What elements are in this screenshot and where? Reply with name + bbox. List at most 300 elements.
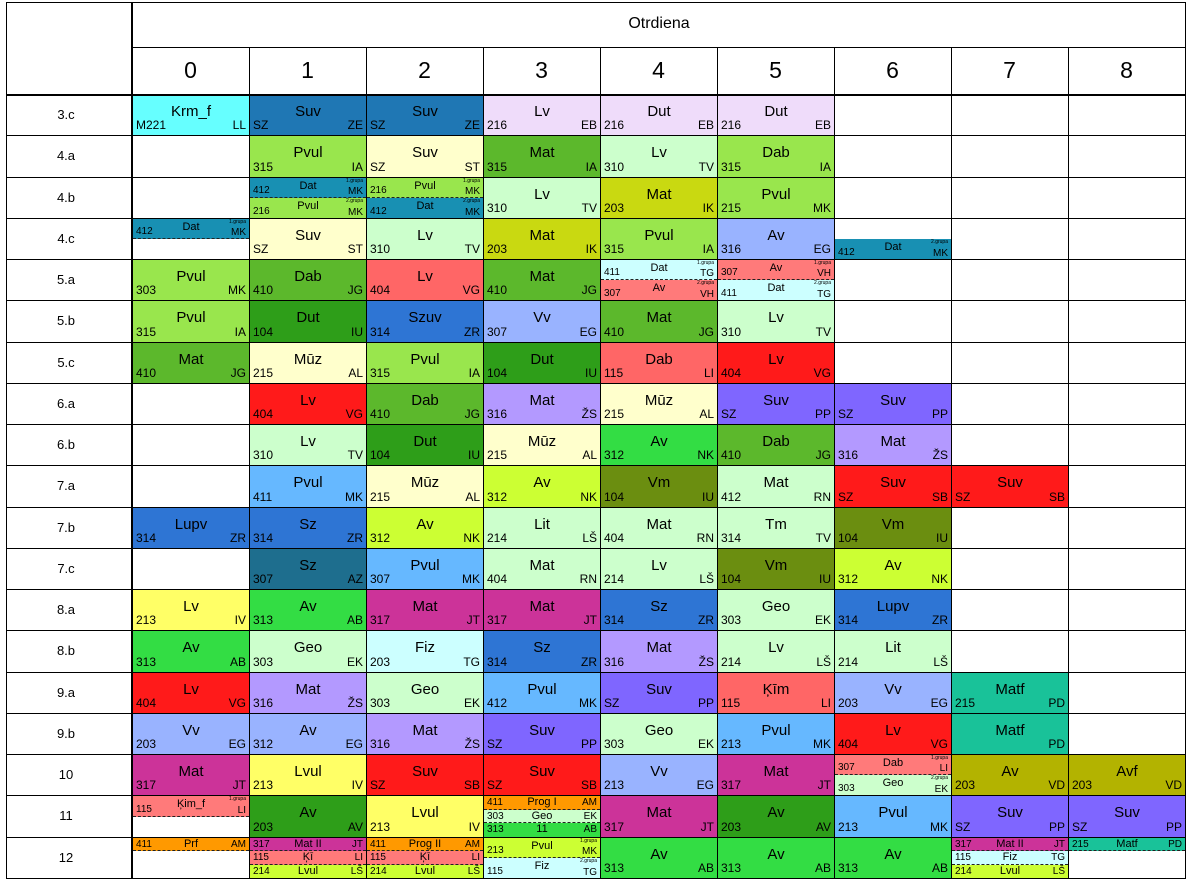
lesson-cell[interactable] (1069, 755, 1185, 795)
lesson[interactable] (601, 714, 717, 754)
lesson-cell[interactable] (601, 673, 717, 713)
lesson-cell[interactable] (133, 631, 249, 672)
lesson[interactable] (250, 838, 366, 851)
lesson[interactable] (133, 590, 249, 630)
lesson[interactable] (484, 838, 600, 858)
lesson[interactable] (367, 178, 483, 198)
lesson[interactable] (133, 673, 249, 713)
lesson-cell[interactable] (367, 466, 483, 507)
teacher-label: LŠ (1052, 865, 1065, 877)
lesson[interactable] (718, 260, 834, 280)
lesson-cell[interactable] (484, 343, 600, 383)
lesson-cell[interactable] (952, 466, 1068, 507)
lesson[interactable] (835, 714, 951, 754)
lesson[interactable] (250, 631, 366, 672)
lesson[interactable] (718, 755, 834, 795)
lesson[interactable] (250, 549, 366, 589)
lesson[interactable] (1069, 755, 1185, 795)
subject-label: Av (650, 433, 668, 450)
lesson[interactable] (367, 549, 483, 589)
lesson[interactable] (133, 631, 249, 672)
lesson-cell[interactable] (835, 549, 951, 589)
lesson-cell[interactable] (250, 631, 366, 672)
lesson-cell[interactable] (250, 466, 366, 507)
lesson[interactable] (367, 466, 483, 507)
lesson-cell[interactable] (484, 549, 600, 589)
grid-line (600, 47, 601, 879)
lesson[interactable] (367, 714, 483, 754)
lesson[interactable] (250, 178, 366, 198)
lesson[interactable] (484, 136, 600, 177)
lesson-cell[interactable] (367, 384, 483, 424)
lesson-cell[interactable] (367, 796, 483, 837)
lesson-cell[interactable] (484, 136, 600, 177)
lesson-cell[interactable] (250, 508, 366, 548)
lesson-cell[interactable] (601, 260, 717, 300)
lesson[interactable] (718, 466, 834, 507)
lesson-cell[interactable] (133, 796, 249, 837)
lesson[interactable] (133, 260, 249, 300)
lesson[interactable] (484, 755, 600, 795)
lesson[interactable] (484, 95, 600, 135)
lesson-cell[interactable] (601, 590, 717, 630)
lesson-cell[interactable] (250, 178, 366, 218)
subject-label: Suv (880, 392, 906, 409)
lesson[interactable] (133, 95, 249, 135)
lesson-cell[interactable] (835, 425, 951, 465)
lesson[interactable] (601, 673, 717, 713)
lesson[interactable] (367, 755, 483, 795)
lesson[interactable] (250, 755, 366, 795)
lesson-cell[interactable] (718, 673, 834, 713)
lesson[interactable] (835, 631, 951, 672)
lesson-cell[interactable] (718, 219, 834, 259)
lesson-cell[interactable] (133, 714, 249, 754)
lesson-cell[interactable] (250, 714, 366, 754)
lesson-cell[interactable] (718, 178, 834, 218)
lesson-cell[interactable] (835, 219, 951, 259)
lesson[interactable] (133, 755, 249, 795)
lesson-cell[interactable] (367, 425, 483, 465)
lesson[interactable] (133, 301, 249, 342)
lesson[interactable] (367, 425, 483, 465)
lesson[interactable] (250, 466, 366, 507)
lesson[interactable] (601, 425, 717, 465)
lesson[interactable] (484, 301, 600, 342)
lesson-cell[interactable] (835, 714, 951, 754)
lesson[interactable] (250, 796, 366, 837)
lesson[interactable] (1069, 838, 1185, 851)
lesson[interactable] (718, 136, 834, 177)
lesson[interactable] (952, 865, 1068, 878)
lesson-cell[interactable] (250, 219, 366, 259)
lesson[interactable] (367, 865, 483, 878)
lesson-cell[interactable] (718, 425, 834, 465)
lesson[interactable] (484, 549, 600, 589)
lesson[interactable] (835, 384, 951, 424)
lesson[interactable] (601, 178, 717, 218)
lesson-cell[interactable] (718, 466, 834, 507)
lesson-cell[interactable] (601, 95, 717, 135)
lesson[interactable] (133, 838, 249, 851)
lesson-cell[interactable] (484, 755, 600, 795)
lesson[interactable] (601, 280, 717, 300)
lesson-cell[interactable] (250, 755, 366, 795)
group-note: 1.grupa (580, 838, 597, 844)
lesson-cell[interactable] (250, 343, 366, 383)
lesson-cell[interactable] (835, 466, 951, 507)
lesson[interactable] (484, 343, 600, 383)
lesson[interactable] (952, 838, 1068, 851)
lesson-cell[interactable] (484, 590, 600, 630)
lesson-cell[interactable] (367, 301, 483, 342)
lesson[interactable] (484, 810, 600, 824)
lesson[interactable] (718, 590, 834, 630)
lesson[interactable] (484, 260, 600, 300)
period-header: 4 (652, 57, 665, 83)
lesson-cell[interactable] (601, 549, 717, 589)
lesson-cell[interactable] (484, 796, 600, 837)
lesson[interactable] (601, 260, 717, 280)
lesson-cell[interactable] (952, 673, 1068, 713)
lesson[interactable] (601, 755, 717, 795)
lesson-cell[interactable] (367, 219, 483, 259)
lesson[interactable] (484, 219, 600, 259)
lesson[interactable] (718, 508, 834, 548)
lesson-cell[interactable] (835, 508, 951, 548)
lesson[interactable] (484, 178, 600, 218)
lesson[interactable] (835, 508, 951, 548)
lesson[interactable] (718, 796, 834, 837)
lesson-cell[interactable] (484, 673, 600, 713)
lesson[interactable] (835, 838, 951, 878)
lesson-cell[interactable] (250, 260, 366, 300)
lesson[interactable] (601, 508, 717, 548)
lesson[interactable] (484, 796, 600, 810)
lesson-cell[interactable] (133, 755, 249, 795)
lesson-cell[interactable] (133, 673, 249, 713)
lesson-cell[interactable] (133, 301, 249, 342)
lesson[interactable] (133, 714, 249, 754)
lesson[interactable] (718, 178, 834, 218)
lesson[interactable] (601, 301, 717, 342)
lesson[interactable] (367, 384, 483, 424)
lesson-cell[interactable] (250, 590, 366, 630)
lesson[interactable] (952, 466, 1068, 507)
lesson[interactable] (718, 280, 834, 300)
lesson[interactable] (133, 796, 249, 817)
teacher-label: LI (354, 852, 363, 864)
lesson[interactable] (367, 260, 483, 300)
lesson[interactable] (718, 301, 834, 342)
lesson-cell[interactable] (484, 301, 600, 342)
lesson-cell[interactable] (367, 838, 483, 878)
lesson-cell[interactable] (250, 384, 366, 424)
lesson[interactable] (835, 425, 951, 465)
lesson-cell[interactable] (601, 384, 717, 424)
lesson-cell[interactable] (133, 219, 249, 259)
lesson-cell[interactable] (484, 838, 600, 878)
lesson-cell[interactable] (601, 301, 717, 342)
lesson[interactable] (835, 775, 951, 795)
lesson[interactable] (250, 198, 366, 218)
lesson-cell[interactable] (601, 219, 717, 259)
lesson-cell[interactable] (133, 343, 249, 383)
lesson[interactable] (250, 673, 366, 713)
lesson-cell[interactable] (367, 136, 483, 177)
lesson[interactable] (718, 549, 834, 589)
lesson-cell[interactable] (718, 136, 834, 177)
lesson-cell[interactable] (484, 219, 600, 259)
room-label: 215 (487, 448, 508, 462)
group-note: 1.grupa (229, 796, 246, 802)
group-note: 2.grupa (931, 775, 948, 781)
lesson-cell[interactable] (601, 755, 717, 795)
lesson[interactable] (133, 219, 249, 239)
teacher-label: IA (351, 160, 363, 174)
lesson-cell[interactable] (250, 425, 366, 465)
lesson[interactable] (133, 508, 249, 548)
lesson-cell[interactable] (250, 549, 366, 589)
lesson[interactable] (367, 631, 483, 672)
teacher-label: MK (579, 696, 597, 710)
lesson-cell[interactable] (367, 714, 483, 754)
lesson[interactable] (601, 838, 717, 878)
lesson-cell[interactable] (718, 631, 834, 672)
lesson-cell[interactable] (718, 508, 834, 548)
lesson[interactable] (835, 755, 951, 775)
lesson[interactable] (718, 425, 834, 465)
lesson-cell[interactable] (367, 590, 483, 630)
lesson-cell[interactable] (952, 714, 1068, 754)
lesson[interactable] (601, 466, 717, 507)
lesson[interactable] (484, 590, 600, 630)
subject-label: Tm (765, 516, 787, 533)
lesson[interactable] (484, 425, 600, 465)
lesson[interactable] (367, 796, 483, 837)
lesson[interactable] (952, 755, 1068, 795)
lesson[interactable] (601, 549, 717, 589)
subject-label: Av (884, 557, 902, 574)
lesson-cell[interactable] (601, 343, 717, 383)
lesson-cell[interactable] (952, 838, 1068, 878)
lesson-cell[interactable] (718, 796, 834, 837)
lesson[interactable] (484, 823, 600, 837)
lesson-cell[interactable] (952, 796, 1068, 837)
lesson-cell[interactable] (601, 508, 717, 548)
lesson[interactable] (367, 343, 483, 383)
lesson-cell[interactable] (718, 549, 834, 589)
lesson-cell[interactable] (952, 755, 1068, 795)
lesson-cell[interactable] (250, 796, 366, 837)
lesson-cell[interactable] (718, 755, 834, 795)
lesson[interactable] (367, 838, 483, 851)
lesson[interactable] (718, 631, 834, 672)
lesson-cell[interactable] (835, 673, 951, 713)
room-label: 316 (838, 448, 859, 462)
subject-label: Mat (646, 309, 672, 326)
lesson[interactable] (367, 301, 483, 342)
lesson-cell[interactable] (133, 590, 249, 630)
lesson[interactable] (250, 136, 366, 177)
lesson[interactable] (718, 838, 834, 878)
lesson[interactable] (718, 219, 834, 259)
lesson-cell[interactable] (601, 136, 717, 177)
lesson-cell[interactable] (484, 260, 600, 300)
lesson-cell[interactable] (367, 673, 483, 713)
lesson-cell[interactable] (367, 178, 483, 218)
lesson[interactable] (835, 796, 951, 837)
lesson[interactable] (484, 466, 600, 507)
lesson-cell[interactable] (250, 136, 366, 177)
teacher-label: VG (813, 366, 831, 380)
lesson-cell[interactable] (133, 260, 249, 300)
lesson[interactable] (484, 631, 600, 672)
lesson[interactable] (952, 796, 1068, 837)
lesson[interactable] (718, 343, 834, 383)
lesson[interactable] (952, 851, 1068, 864)
lesson-cell[interactable] (250, 838, 366, 878)
room-label: SZ (955, 490, 971, 504)
lesson-cell[interactable] (484, 178, 600, 218)
lesson-cell[interactable] (1069, 796, 1185, 837)
lesson[interactable] (133, 343, 249, 383)
lesson-cell[interactable] (367, 755, 483, 795)
lesson-cell[interactable] (835, 838, 951, 878)
lesson[interactable] (484, 384, 600, 424)
lesson[interactable] (601, 590, 717, 630)
lesson-cell[interactable] (718, 714, 834, 754)
lesson[interactable] (952, 673, 1068, 713)
lesson-cell[interactable] (718, 301, 834, 342)
lesson[interactable] (718, 673, 834, 713)
lesson-cell[interactable] (835, 755, 951, 795)
lesson-cell[interactable] (484, 631, 600, 672)
lesson[interactable] (835, 590, 951, 630)
lesson-cell[interactable] (601, 631, 717, 672)
lesson-cell[interactable] (133, 95, 249, 135)
lesson[interactable] (367, 95, 483, 135)
lesson-cell[interactable] (718, 838, 834, 878)
lesson-cell[interactable] (835, 384, 951, 424)
lesson[interactable] (718, 384, 834, 424)
lesson[interactable] (718, 714, 834, 754)
lesson[interactable] (601, 796, 717, 837)
lesson-cell[interactable] (484, 466, 600, 507)
room-label: 411 (370, 839, 386, 850)
lesson[interactable] (601, 384, 717, 424)
lesson-cell[interactable] (250, 301, 366, 342)
lesson[interactable] (601, 631, 717, 672)
lesson[interactable] (250, 508, 366, 548)
lesson-cell[interactable] (835, 590, 951, 630)
lesson-cell[interactable] (484, 508, 600, 548)
lesson-cell[interactable] (835, 796, 951, 837)
lesson[interactable] (250, 590, 366, 630)
lesson-cell[interactable] (367, 343, 483, 383)
lesson-cell[interactable] (367, 631, 483, 672)
lesson[interactable] (250, 851, 366, 864)
lesson-cell[interactable] (250, 95, 366, 135)
lesson[interactable] (367, 851, 483, 864)
lesson-cell[interactable] (367, 260, 483, 300)
lesson[interactable] (484, 508, 600, 548)
lesson[interactable] (835, 466, 951, 507)
lesson-cell[interactable] (601, 425, 717, 465)
lesson[interactable] (250, 219, 366, 259)
lesson[interactable] (250, 865, 366, 878)
lesson[interactable] (835, 673, 951, 713)
lesson-cell[interactable] (367, 549, 483, 589)
lesson-cell[interactable] (367, 95, 483, 135)
lesson-cell[interactable] (601, 838, 717, 878)
room-label: SZ (253, 242, 269, 256)
lesson[interactable] (250, 384, 366, 424)
lesson[interactable] (484, 714, 600, 754)
lesson-cell[interactable] (484, 95, 600, 135)
lesson[interactable] (250, 425, 366, 465)
lesson[interactable] (250, 95, 366, 135)
lesson-cell[interactable] (250, 673, 366, 713)
lesson[interactable] (484, 858, 600, 878)
subject-label: Dat (416, 200, 434, 212)
lesson[interactable] (367, 219, 483, 259)
lesson[interactable] (601, 136, 717, 177)
lesson-cell[interactable] (484, 384, 600, 424)
lesson[interactable] (367, 136, 483, 177)
lesson[interactable] (601, 95, 717, 135)
lesson-cell[interactable] (133, 838, 249, 878)
lesson[interactable] (835, 549, 951, 589)
lesson-cell[interactable] (367, 508, 483, 548)
lesson-cell[interactable] (718, 343, 834, 383)
teacher-label: IA (585, 160, 597, 174)
lesson[interactable] (1069, 796, 1185, 837)
room-label: 411 (136, 839, 152, 850)
lesson-cell[interactable] (133, 508, 249, 548)
lesson[interactable] (367, 198, 483, 218)
day-title: Otrdiena (628, 15, 690, 32)
lesson-cell[interactable] (835, 631, 951, 672)
lesson[interactable] (250, 343, 366, 383)
subject-label: Mat (412, 722, 438, 739)
grid-line (131, 2, 132, 879)
lesson-cell[interactable] (484, 714, 600, 754)
lesson-cell[interactable] (718, 95, 834, 135)
lesson[interactable] (367, 590, 483, 630)
lesson-cell[interactable] (718, 260, 834, 300)
lesson[interactable] (367, 508, 483, 548)
lesson-cell[interactable] (484, 425, 600, 465)
lesson[interactable] (718, 95, 834, 135)
lesson-cell[interactable] (601, 796, 717, 837)
lesson[interactable] (601, 219, 717, 259)
lesson-cell[interactable] (718, 590, 834, 630)
lesson[interactable] (367, 673, 483, 713)
lesson-cell[interactable] (601, 466, 717, 507)
lesson[interactable] (250, 301, 366, 342)
lesson[interactable] (601, 343, 717, 383)
lesson-cell[interactable] (1069, 838, 1185, 878)
lesson-cell[interactable] (718, 384, 834, 424)
lesson[interactable] (952, 714, 1068, 754)
lesson[interactable] (250, 714, 366, 754)
lesson-cell[interactable] (601, 178, 717, 218)
lesson[interactable] (484, 673, 600, 713)
lesson[interactable] (835, 239, 951, 259)
lesson[interactable] (250, 260, 366, 300)
lesson-cell[interactable] (601, 714, 717, 754)
